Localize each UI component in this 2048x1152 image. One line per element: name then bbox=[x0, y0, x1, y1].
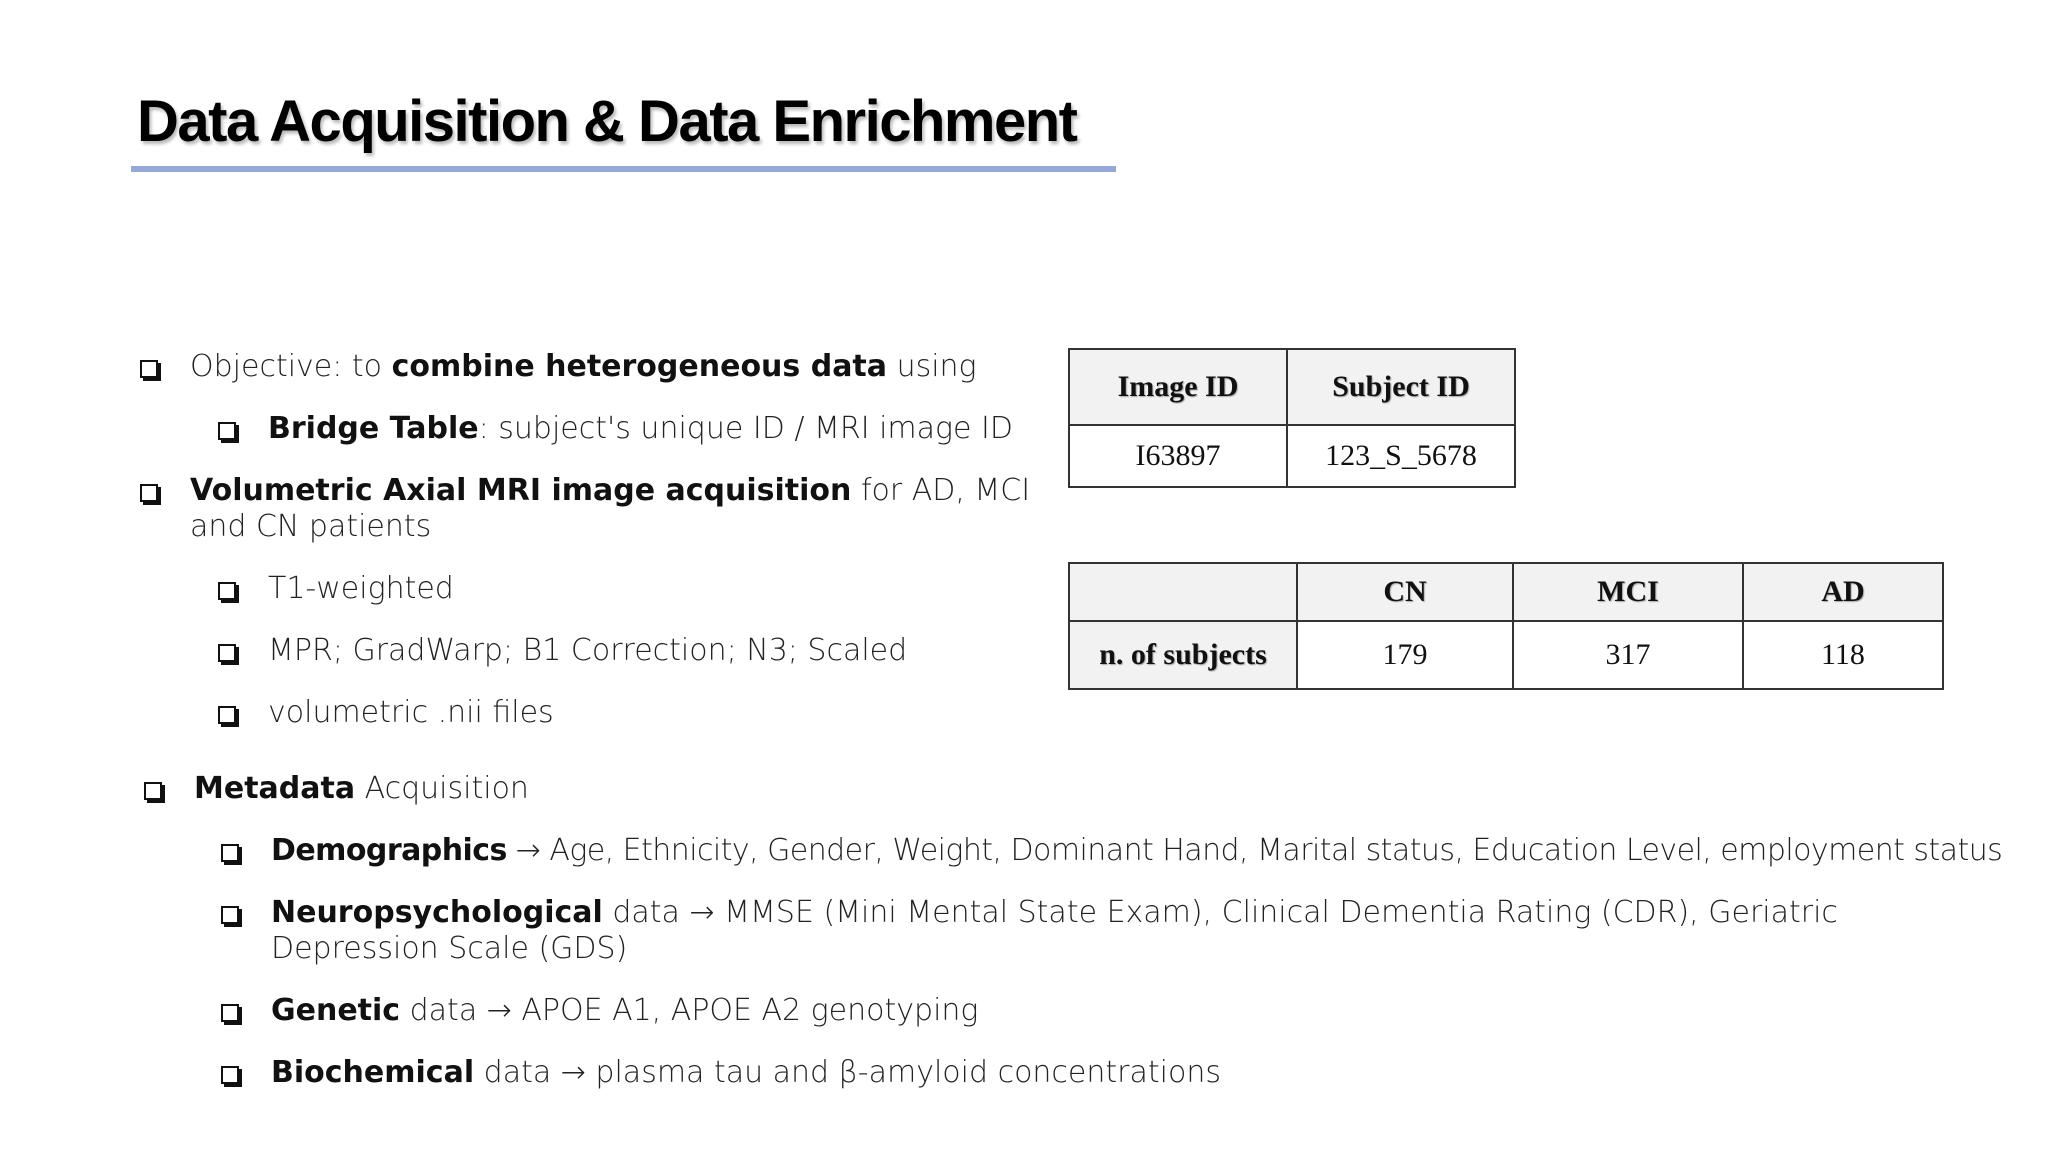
bullet-demographics bbox=[221, 833, 2002, 869]
bullet-text: Demographics → Age, Ethnicity, Gender, Weight, Dominant Hand, Marital status, Education Level, employment status bbox=[271, 833, 2003, 868]
page-title: Data Acquisition & Data Enrichment bbox=[137, 89, 1077, 154]
checkbox-bullet-icon bbox=[218, 582, 236, 600]
table-cell-subject-id: 123_S_5678 bbox=[1287, 425, 1515, 487]
bullet-genetic bbox=[221, 993, 978, 1029]
bullet-objective bbox=[140, 349, 977, 385]
bullet-nii-files bbox=[218, 695, 554, 731]
table-row-label: n. of subjects bbox=[1069, 621, 1297, 689]
bullet-t1-weighted bbox=[218, 571, 454, 607]
table-header-image-id: Image ID bbox=[1069, 349, 1287, 425]
checkbox-bullet-icon bbox=[221, 844, 239, 862]
id-bridge-table bbox=[1068, 348, 1516, 488]
bullet-biochemical bbox=[221, 1055, 1221, 1091]
bullet-text: Metadata Acquisition bbox=[194, 771, 529, 806]
checkbox-bullet-icon bbox=[144, 782, 162, 800]
bullet-text: T1-weighted bbox=[268, 571, 454, 606]
table-header-row bbox=[1069, 563, 1943, 621]
table-cell-ad: 118 bbox=[1743, 621, 1943, 689]
checkbox-bullet-icon bbox=[221, 1004, 239, 1022]
bullet-text: Neuropsychological data → MMSE (Mini Mental State Exam), Clinical Dementia Rating (CDR), Geriatric Depression Scale (GDS) bbox=[271, 895, 1838, 966]
table-header-cn: CN bbox=[1297, 563, 1513, 621]
table-header-mci: MCI bbox=[1513, 563, 1743, 621]
checkbox-bullet-icon bbox=[218, 644, 236, 662]
checkbox-bullet-icon bbox=[218, 706, 236, 724]
table-header-ad: AD bbox=[1743, 563, 1943, 621]
table-row bbox=[1069, 425, 1515, 487]
checkbox-bullet-icon bbox=[221, 1066, 239, 1084]
table-header-subject-id: Subject ID bbox=[1287, 349, 1515, 425]
checkbox-bullet-icon bbox=[140, 484, 158, 502]
bullet-text: Volumetric Axial MRI image acquisition for AD, MCI and CN patients bbox=[190, 473, 1031, 544]
bullet-text: Biochemical data → plasma tau and β-amyloid concentrations bbox=[271, 1055, 1221, 1090]
table-row bbox=[1069, 621, 1943, 689]
bullet-text: MPR; GradWarp; B1 Correction; N3; Scaled bbox=[268, 633, 908, 668]
bullet-neuropsychological bbox=[221, 895, 1981, 967]
checkbox-bullet-icon bbox=[221, 906, 239, 924]
bullet-text: Genetic data → APOE A1, APOE A2 genotyping bbox=[271, 993, 979, 1028]
subjects-count-table bbox=[1068, 562, 1944, 690]
table-header-empty bbox=[1069, 563, 1297, 621]
bullet-mri-acquisition bbox=[140, 473, 1040, 545]
bullet-text: volumetric .nii files bbox=[268, 695, 554, 730]
table-header-row bbox=[1069, 349, 1515, 425]
table-cell-image-id: I63897 bbox=[1069, 425, 1287, 487]
bullet-text: Objective: to combine heterogeneous data using bbox=[190, 349, 977, 384]
checkbox-bullet-icon bbox=[218, 422, 236, 440]
bullet-metadata bbox=[144, 771, 529, 807]
bullet-text: Bridge Table: subject's unique ID / MRI image ID bbox=[268, 411, 1013, 446]
bullet-bridge-table bbox=[218, 411, 1013, 447]
checkbox-bullet-icon bbox=[140, 360, 158, 378]
bullet-preprocessing bbox=[218, 633, 907, 669]
title-underline bbox=[131, 166, 1116, 172]
table-cell-mci: 317 bbox=[1513, 621, 1743, 689]
table-cell-cn: 179 bbox=[1297, 621, 1513, 689]
